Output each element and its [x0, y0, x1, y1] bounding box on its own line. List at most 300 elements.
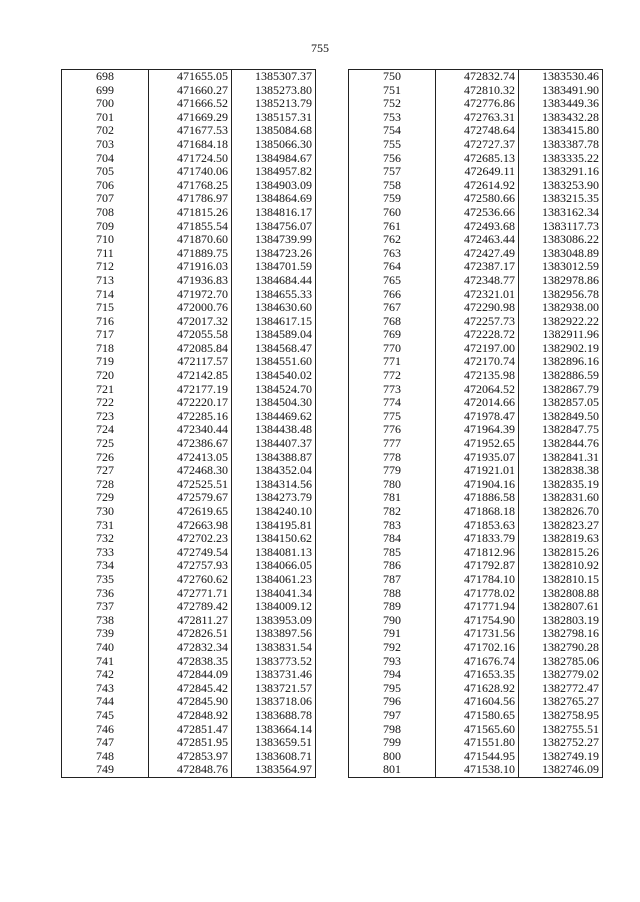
- y-coordinate-cell: 1382922.22: [519, 315, 603, 329]
- table-row: [62, 519, 316, 533]
- point-number-cell: 734: [62, 559, 149, 573]
- point-number-cell: 753: [349, 111, 436, 125]
- x-coordinate-cell: 471628.92: [436, 682, 519, 696]
- table-row: [349, 614, 603, 628]
- y-coordinate-cell: 1382746.09: [519, 763, 603, 777]
- x-coordinate-cell: 472170.74: [436, 355, 519, 369]
- y-coordinate-cell: 1382749.19: [519, 750, 603, 764]
- x-coordinate-cell: 472832.34: [149, 641, 232, 655]
- x-coordinate-cell: 472811.27: [149, 614, 232, 628]
- point-number-cell: 772: [349, 369, 436, 383]
- x-coordinate-cell: 472845.42: [149, 682, 232, 696]
- y-coordinate-cell: 1384438.48: [232, 423, 316, 437]
- table-row: [349, 519, 603, 533]
- point-number-cell: 705: [62, 165, 149, 179]
- table-row: [62, 260, 316, 274]
- y-coordinate-cell: 1384864.69: [232, 192, 316, 206]
- table-row: [349, 247, 603, 261]
- point-number-cell: 779: [349, 464, 436, 478]
- table-row: [349, 437, 603, 451]
- y-coordinate-cell: 1383387.78: [519, 138, 603, 152]
- x-coordinate-cell: 471855.54: [149, 220, 232, 234]
- point-number-cell: 716: [62, 315, 149, 329]
- table-row: [349, 288, 603, 302]
- x-coordinate-cell: 472771.71: [149, 587, 232, 601]
- table-row: [62, 206, 316, 220]
- x-coordinate-cell: 471952.65: [436, 437, 519, 451]
- y-coordinate-cell: 1383449.36: [519, 97, 603, 111]
- y-coordinate-cell: 1384524.70: [232, 383, 316, 397]
- point-number-cell: 752: [349, 97, 436, 111]
- y-coordinate-cell: 1384041.34: [232, 587, 316, 601]
- point-number-cell: 783: [349, 519, 436, 533]
- y-coordinate-cell: 1382758.95: [519, 709, 603, 723]
- y-coordinate-cell: 1384388.87: [232, 451, 316, 465]
- point-number-cell: 774: [349, 396, 436, 410]
- x-coordinate-cell: 472826.51: [149, 627, 232, 641]
- table-row: [349, 274, 603, 288]
- x-coordinate-cell: 472413.05: [149, 451, 232, 465]
- table-row: [62, 179, 316, 193]
- point-number-cell: 771: [349, 355, 436, 369]
- point-number-cell: 789: [349, 600, 436, 614]
- table-row: [62, 355, 316, 369]
- y-coordinate-cell: 1383897.56: [232, 627, 316, 641]
- y-coordinate-cell: 1383162.34: [519, 206, 603, 220]
- x-coordinate-cell: 472285.16: [149, 410, 232, 424]
- point-number-cell: 760: [349, 206, 436, 220]
- table-row: [62, 84, 316, 98]
- x-coordinate-cell: 471778.02: [436, 587, 519, 601]
- table-row: [62, 70, 316, 84]
- point-number-cell: 713: [62, 274, 149, 288]
- x-coordinate-cell: 472832.74: [436, 70, 519, 84]
- x-coordinate-cell: 472135.98: [436, 369, 519, 383]
- table-row: [349, 532, 603, 546]
- table-row: [62, 682, 316, 696]
- x-coordinate-cell: 471666.52: [149, 97, 232, 111]
- x-coordinate-cell: 472493.68: [436, 220, 519, 234]
- x-coordinate-cell: 471653.35: [436, 668, 519, 682]
- table-row: [62, 763, 316, 777]
- y-coordinate-cell: 1383253.90: [519, 179, 603, 193]
- table-row: [349, 315, 603, 329]
- x-coordinate-cell: 471870.60: [149, 233, 232, 247]
- point-number-cell: 795: [349, 682, 436, 696]
- point-number-cell: 730: [62, 505, 149, 519]
- table-row: [349, 192, 603, 206]
- y-coordinate-cell: 1384009.12: [232, 600, 316, 614]
- y-coordinate-cell: 1382815.26: [519, 546, 603, 560]
- point-number-cell: 755: [349, 138, 436, 152]
- x-coordinate-cell: 471916.03: [149, 260, 232, 274]
- x-coordinate-cell: 472117.57: [149, 355, 232, 369]
- point-number-cell: 750: [349, 70, 436, 84]
- point-number-cell: 715: [62, 301, 149, 315]
- table-row: [62, 546, 316, 560]
- point-number-cell: 745: [62, 709, 149, 723]
- x-coordinate-cell: 472685.13: [436, 152, 519, 166]
- x-coordinate-cell: 471684.18: [149, 138, 232, 152]
- x-coordinate-cell: 472000.76: [149, 301, 232, 315]
- table-row: [62, 423, 316, 437]
- y-coordinate-cell: 1383012.59: [519, 260, 603, 274]
- x-coordinate-cell: 472427.49: [436, 247, 519, 261]
- y-coordinate-cell: 1385084.68: [232, 124, 316, 138]
- y-coordinate-cell: 1383415.80: [519, 124, 603, 138]
- table-row: [349, 124, 603, 138]
- table-row: [62, 288, 316, 302]
- point-number-cell: 725: [62, 437, 149, 451]
- point-number-cell: 797: [349, 709, 436, 723]
- x-coordinate-cell: 472290.98: [436, 301, 519, 315]
- point-number-cell: 748: [62, 750, 149, 764]
- y-coordinate-cell: 1382807.61: [519, 600, 603, 614]
- point-number-cell: 785: [349, 546, 436, 560]
- x-coordinate-cell: 471669.29: [149, 111, 232, 125]
- table-row: [62, 668, 316, 682]
- y-coordinate-cell: 1383117.73: [519, 220, 603, 234]
- table-row: [349, 165, 603, 179]
- y-coordinate-cell: 1384568.47: [232, 342, 316, 356]
- x-coordinate-cell: 471886.58: [436, 491, 519, 505]
- x-coordinate-cell: 471604.56: [436, 695, 519, 709]
- point-number-cell: 726: [62, 451, 149, 465]
- right-table-body: [349, 70, 603, 778]
- table-row: [62, 315, 316, 329]
- x-coordinate-cell: 472177.19: [149, 383, 232, 397]
- x-coordinate-cell: 472727.37: [436, 138, 519, 152]
- y-coordinate-cell: 1384352.04: [232, 464, 316, 478]
- point-number-cell: 714: [62, 288, 149, 302]
- x-coordinate-cell: 472525.51: [149, 478, 232, 492]
- table-row: [349, 260, 603, 274]
- x-coordinate-cell: 472853.97: [149, 750, 232, 764]
- point-number-cell: 727: [62, 464, 149, 478]
- x-coordinate-cell: 472844.09: [149, 668, 232, 682]
- x-coordinate-cell: 471812.96: [436, 546, 519, 560]
- table-row: [349, 396, 603, 410]
- table-row: [349, 668, 603, 682]
- y-coordinate-cell: 1382808.88: [519, 587, 603, 601]
- table-row: [62, 152, 316, 166]
- y-coordinate-cell: 1384314.56: [232, 478, 316, 492]
- x-coordinate-cell: 471889.75: [149, 247, 232, 261]
- y-coordinate-cell: 1384630.60: [232, 301, 316, 315]
- y-coordinate-cell: 1384195.81: [232, 519, 316, 533]
- x-coordinate-cell: 472845.90: [149, 695, 232, 709]
- x-coordinate-cell: 472340.44: [149, 423, 232, 437]
- x-coordinate-cell: 471544.95: [436, 750, 519, 764]
- x-coordinate-cell: 471904.16: [436, 478, 519, 492]
- table-row: [62, 383, 316, 397]
- table-row: [349, 464, 603, 478]
- y-coordinate-cell: 1383564.97: [232, 763, 316, 777]
- x-coordinate-cell: 472702.23: [149, 532, 232, 546]
- point-number-cell: 710: [62, 233, 149, 247]
- y-coordinate-cell: 1384589.04: [232, 328, 316, 342]
- point-number-cell: 769: [349, 328, 436, 342]
- x-coordinate-cell: 472760.62: [149, 573, 232, 587]
- point-number-cell: 788: [349, 587, 436, 601]
- table-row: [349, 600, 603, 614]
- x-coordinate-cell: 472851.47: [149, 723, 232, 737]
- point-number-cell: 800: [349, 750, 436, 764]
- point-number-cell: 791: [349, 627, 436, 641]
- x-coordinate-cell: 472649.11: [436, 165, 519, 179]
- point-number-cell: 793: [349, 655, 436, 669]
- x-coordinate-cell: 472763.31: [436, 111, 519, 125]
- point-number-cell: 747: [62, 736, 149, 750]
- table-row: [62, 709, 316, 723]
- x-coordinate-cell: 471815.26: [149, 206, 232, 220]
- table-row: [62, 301, 316, 315]
- table-row: [62, 750, 316, 764]
- table-row: [62, 532, 316, 546]
- y-coordinate-cell: 1384739.99: [232, 233, 316, 247]
- table-row: [349, 301, 603, 315]
- y-coordinate-cell: 1382819.63: [519, 532, 603, 546]
- y-coordinate-cell: 1382902.19: [519, 342, 603, 356]
- x-coordinate-cell: 471580.65: [436, 709, 519, 723]
- x-coordinate-cell: 472386.67: [149, 437, 232, 451]
- x-coordinate-cell: 472663.98: [149, 519, 232, 533]
- x-coordinate-cell: 471784.10: [436, 573, 519, 587]
- x-coordinate-cell: 471702.16: [436, 641, 519, 655]
- y-coordinate-cell: 1384551.60: [232, 355, 316, 369]
- x-coordinate-cell: 471921.01: [436, 464, 519, 478]
- point-number-cell: 707: [62, 192, 149, 206]
- table-row: [349, 206, 603, 220]
- x-coordinate-cell: 471731.56: [436, 627, 519, 641]
- point-number-cell: 739: [62, 627, 149, 641]
- point-number-cell: 735: [62, 573, 149, 587]
- table-row: [62, 97, 316, 111]
- x-coordinate-cell: 472614.92: [436, 179, 519, 193]
- point-number-cell: 781: [349, 491, 436, 505]
- table-row: [62, 736, 316, 750]
- x-coordinate-cell: 471740.06: [149, 165, 232, 179]
- table-row: [62, 641, 316, 655]
- point-number-cell: 744: [62, 695, 149, 709]
- y-coordinate-cell: 1384684.44: [232, 274, 316, 288]
- point-number-cell: 794: [349, 668, 436, 682]
- y-coordinate-cell: 1382867.79: [519, 383, 603, 397]
- x-coordinate-cell: 472142.85: [149, 369, 232, 383]
- x-coordinate-cell: 471853.63: [436, 519, 519, 533]
- x-coordinate-cell: 472257.73: [436, 315, 519, 329]
- y-coordinate-cell: 1383831.54: [232, 641, 316, 655]
- table-row: [62, 192, 316, 206]
- y-coordinate-cell: 1384957.82: [232, 165, 316, 179]
- y-coordinate-cell: 1383291.16: [519, 165, 603, 179]
- y-coordinate-cell: 1383718.06: [232, 695, 316, 709]
- y-coordinate-cell: 1382847.75: [519, 423, 603, 437]
- point-number-cell: 751: [349, 84, 436, 98]
- y-coordinate-cell: 1384407.37: [232, 437, 316, 451]
- y-coordinate-cell: 1384723.26: [232, 247, 316, 261]
- y-coordinate-cell: 1385273.80: [232, 84, 316, 98]
- x-coordinate-cell: 471978.47: [436, 410, 519, 424]
- point-number-cell: 799: [349, 736, 436, 750]
- y-coordinate-cell: 1382956.78: [519, 288, 603, 302]
- table-row: [349, 97, 603, 111]
- point-number-cell: 711: [62, 247, 149, 261]
- table-row: [62, 723, 316, 737]
- x-coordinate-cell: 471936.83: [149, 274, 232, 288]
- table-row: [62, 464, 316, 478]
- y-coordinate-cell: 1383086.22: [519, 233, 603, 247]
- point-number-cell: 723: [62, 410, 149, 424]
- y-coordinate-cell: 1382755.51: [519, 723, 603, 737]
- x-coordinate-cell: 472619.65: [149, 505, 232, 519]
- point-number-cell: 741: [62, 655, 149, 669]
- y-coordinate-cell: 1382790.28: [519, 641, 603, 655]
- x-coordinate-cell: 472055.58: [149, 328, 232, 342]
- table-row: [62, 328, 316, 342]
- point-number-cell: 722: [62, 396, 149, 410]
- y-coordinate-cell: 1382896.16: [519, 355, 603, 369]
- x-coordinate-cell: 472838.35: [149, 655, 232, 669]
- x-coordinate-cell: 472468.30: [149, 464, 232, 478]
- table-row: [349, 763, 603, 777]
- x-coordinate-cell: 472848.92: [149, 709, 232, 723]
- point-number-cell: 724: [62, 423, 149, 437]
- table-row: [62, 614, 316, 628]
- table-row: [62, 111, 316, 125]
- point-number-cell: 708: [62, 206, 149, 220]
- point-number-cell: 801: [349, 763, 436, 777]
- x-coordinate-cell: 471792.87: [436, 559, 519, 573]
- y-coordinate-cell: 1384984.67: [232, 152, 316, 166]
- x-coordinate-cell: 472348.77: [436, 274, 519, 288]
- y-coordinate-cell: 1383773.52: [232, 655, 316, 669]
- table-row: [349, 573, 603, 587]
- table-row: [349, 682, 603, 696]
- table-row: [349, 559, 603, 573]
- y-coordinate-cell: 1384061.23: [232, 573, 316, 587]
- table-row: [349, 84, 603, 98]
- table-row: [62, 451, 316, 465]
- table-row: [62, 655, 316, 669]
- point-number-cell: 712: [62, 260, 149, 274]
- y-coordinate-cell: 1385213.79: [232, 97, 316, 111]
- x-coordinate-cell: 472748.64: [436, 124, 519, 138]
- x-coordinate-cell: 471655.05: [149, 70, 232, 84]
- y-coordinate-cell: 1384469.62: [232, 410, 316, 424]
- x-coordinate-cell: 472536.66: [436, 206, 519, 220]
- y-coordinate-cell: 1383731.46: [232, 668, 316, 682]
- point-number-cell: 720: [62, 369, 149, 383]
- y-coordinate-cell: 1382823.27: [519, 519, 603, 533]
- y-coordinate-cell: 1383659.51: [232, 736, 316, 750]
- point-number-cell: 782: [349, 505, 436, 519]
- point-number-cell: 790: [349, 614, 436, 628]
- table-row: [349, 152, 603, 166]
- point-number-cell: 702: [62, 124, 149, 138]
- point-number-cell: 740: [62, 641, 149, 655]
- point-number-cell: 761: [349, 220, 436, 234]
- y-coordinate-cell: 1382779.02: [519, 668, 603, 682]
- point-number-cell: 759: [349, 192, 436, 206]
- table-row: [62, 587, 316, 601]
- point-number-cell: 766: [349, 288, 436, 302]
- point-number-cell: 778: [349, 451, 436, 465]
- table-row: [62, 124, 316, 138]
- table-row: [349, 179, 603, 193]
- point-number-cell: 728: [62, 478, 149, 492]
- y-coordinate-cell: 1384701.59: [232, 260, 316, 274]
- point-number-cell: 776: [349, 423, 436, 437]
- y-coordinate-cell: 1384150.62: [232, 532, 316, 546]
- y-coordinate-cell: 1382938.00: [519, 301, 603, 315]
- y-coordinate-cell: 1383048.89: [519, 247, 603, 261]
- point-number-cell: 765: [349, 274, 436, 288]
- table-row: [62, 410, 316, 424]
- table-row: [349, 328, 603, 342]
- y-coordinate-cell: 1384816.17: [232, 206, 316, 220]
- point-number-cell: 709: [62, 220, 149, 234]
- point-number-cell: 733: [62, 546, 149, 560]
- table-row: [62, 437, 316, 451]
- x-coordinate-cell: 472220.17: [149, 396, 232, 410]
- y-coordinate-cell: 1382765.27: [519, 695, 603, 709]
- table-row: [349, 383, 603, 397]
- point-number-cell: 743: [62, 682, 149, 696]
- x-coordinate-cell: 471972.70: [149, 288, 232, 302]
- y-coordinate-cell: 1384617.15: [232, 315, 316, 329]
- table-row: [349, 355, 603, 369]
- table-row: [349, 478, 603, 492]
- table-row: [349, 70, 603, 84]
- y-coordinate-cell: 1382849.50: [519, 410, 603, 424]
- coordinate-table-right: [348, 69, 603, 778]
- x-coordinate-cell: 472014.66: [436, 396, 519, 410]
- table-row: [62, 559, 316, 573]
- point-number-cell: 784: [349, 532, 436, 546]
- x-coordinate-cell: 472085.84: [149, 342, 232, 356]
- y-coordinate-cell: 1385066.30: [232, 138, 316, 152]
- table-row: [349, 641, 603, 655]
- point-number-cell: 763: [349, 247, 436, 261]
- table-row: [349, 233, 603, 247]
- point-number-cell: 756: [349, 152, 436, 166]
- point-number-cell: 718: [62, 342, 149, 356]
- point-number-cell: 717: [62, 328, 149, 342]
- y-coordinate-cell: 1383688.78: [232, 709, 316, 723]
- y-coordinate-cell: 1383608.71: [232, 750, 316, 764]
- point-number-cell: 768: [349, 315, 436, 329]
- point-number-cell: 737: [62, 600, 149, 614]
- table-row: [62, 491, 316, 505]
- y-coordinate-cell: 1382785.06: [519, 655, 603, 669]
- point-number-cell: 699: [62, 84, 149, 98]
- x-coordinate-cell: 471551.80: [436, 736, 519, 750]
- table-row: [349, 410, 603, 424]
- table-row: [349, 750, 603, 764]
- table-row: [62, 505, 316, 519]
- y-coordinate-cell: 1384066.05: [232, 559, 316, 573]
- y-coordinate-cell: 1384081.13: [232, 546, 316, 560]
- point-number-cell: 773: [349, 383, 436, 397]
- y-coordinate-cell: 1382911.96: [519, 328, 603, 342]
- x-coordinate-cell: 472387.17: [436, 260, 519, 274]
- table-row: [349, 423, 603, 437]
- point-number-cell: 798: [349, 723, 436, 737]
- x-coordinate-cell: 471868.18: [436, 505, 519, 519]
- y-coordinate-cell: 1382835.19: [519, 478, 603, 492]
- table-row: [62, 627, 316, 641]
